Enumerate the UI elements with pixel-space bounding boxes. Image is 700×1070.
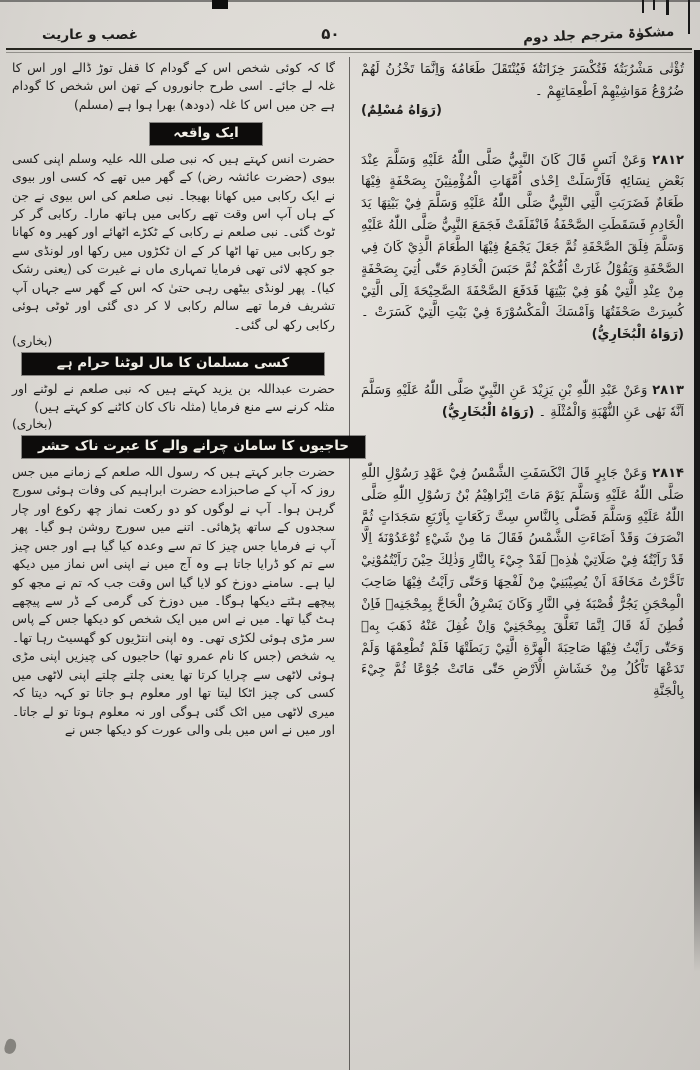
chapter-title: غصب و عاریت [42, 27, 139, 43]
scan-corner-mark [653, 0, 655, 10]
urdu-text-2812: حضرت انس کہتے ہیں کہ نبی صلی اللہ علیہ وسلم اپنی کسی بیوی (حضرت عائشہ رض) کے گھر میں تھے کہ کسی اور بیوی نے ایک رکابی میں کھانا بھیجا۔ نبی صلعم کی اس بیوی نے جن کے ہاں آپ اس وقت تھے رکابی میں ہاتھ مارا۔ رکابی گر کر ٹوٹ گئی۔ نبی صلعم نے رکابی کے ٹکڑے اٹھائے اور کھیر وہ کھانا جو رکابی میں تھا اٹھا کر کے ان ٹکڑوں میں رکھا اور لونڈی سے جو کچھ لائی تھی فرمایا تمہاری ماں نے غیرت کی (یعنی رشک کیا)۔ پھر لونڈی بیٹھی رہی حتیٰ کہ اس کے گھر سے جہاں آپ تشریف فرما تھے سالم رکابی لا کر دی گئی اور ٹوٹی ہوئی رکابی رکھ لی گئی۔ [12, 151, 335, 332]
scan-smudge-mark [3, 1038, 18, 1056]
hadith-number-2814: ۲۸۱۴ [652, 465, 684, 481]
hadith-row-2812 [12, 150, 684, 348]
section-heading-looting-haram: کسی مسلمان کا مال لوٹنا حرام ہے [22, 353, 324, 375]
column-divider [349, 57, 350, 1070]
section-heading-incident: ایک واقعہ [150, 123, 262, 145]
arabic-column [361, 463, 684, 740]
urdu-text-2813: حضرت عبداللہ بن یزید کہتے ہیں کہ نبی صلعم نے لوٹنے اور مثلہ کرنے سے منع فرمایا (مثلہ ناک کان کاٹنے کو کہتے ہیں) [12, 382, 335, 415]
urdu-source-bukhari: (بخاری) [12, 416, 53, 431]
section-heading-pilgrims-thief: حاجیوں کا سامان چرانے والے کا عبرت ناک حشر [22, 436, 365, 458]
urdu-column [12, 150, 335, 348]
scan-corner-mark [688, 0, 690, 34]
hadith-row-continuation [12, 59, 684, 118]
section-heading-row [12, 123, 684, 145]
hadith-number-2813: ۲۸۱۳ [652, 383, 684, 399]
page-header [0, 0, 700, 48]
hadith-number-2812: ۲۸۱۲ [652, 152, 684, 168]
page-number: ۵۰ [321, 25, 340, 43]
arabic-matn-2812: وَعَنْ اَنَسٍ قَالَ كَانَ النَّبِيُّ صَلَّى اللّٰهُ عَلَيْهِ وَسَلَّمَ عِنْدَ بَعْضِ نِسَائِهٖ فَاَرْسَلَتْ اِحْدٰى اُمَّهَاتِ الْمُؤْمِنِيْنَ بِصَحْفَةٍ فِيْهَا طَعَامٌ فَضَرَبَتِ الَّتِي النَّبِيُّ صَلَّى اللّٰهُ عَلَيْهِ وَسَلَّمَ فِيْ بَيْتِهَا يَدَ الْخَادِمِ فَسَقَطَتِ الصَّحْفَةُ فَانْفَلَقَتْ فَجَمَعَ النَّبِيُّ صَلَّى اللّٰهُ عَلَيْهِ وَسَلَّمَ فِلَقَ الصَّحْفَةِ ثُمَّ جَعَلَ يَجْمَعُ فِيْهَا الطَّعَامَ الَّذِيْ كَانَ فِي الصَّحْفَةِ وَيَقُوْلُ غَارَتْ اُمُّكُمْ ثُمَّ حَبَسَ الْخَادِمَ حَتّٰى اُتِيَ بِصَحْفَةٍ مِنْ عِنْدِ الَّتِيْ هُوَ فِيْ بَيْتِهَا فَدَفَعَ الصَّحْفَةَ الصَّحِيْحَةَ اِلَى الَّتِيْ كُسِرَتْ صَحْفَتُهَا وَاَمْسَكَ الْمَكْسُوْرَةَ فِيْ بَيْتِ الَّتِيْ كَسَرَتْ ۔ [361, 152, 684, 321]
arabic-source-bukhari: (رَوَاهُ الْبُخَارِيُّ) [591, 327, 684, 343]
urdu-column [12, 59, 335, 118]
arabic-column [361, 150, 684, 348]
arabic-text-2814 [361, 463, 684, 703]
section-heading-row [12, 353, 684, 375]
scan-top-edge-artifact [0, 0, 700, 2]
arabic-matn-2813: وَعَنْ عَبْدِ اللّٰهِ بْنِ يَزِيْدَ عَنِ النَّبِيِّ صَلَّى اللّٰهُ عَلَيْهِ وَسَلَّمَ اَنَّهٗ نَهٰى عَنِ النُّهْبَةِ وَالْمُثْلَةِ ۔ [361, 383, 684, 420]
page-body [0, 53, 700, 739]
hadith-row-2813 [12, 380, 684, 431]
scan-binder-mark [212, 0, 228, 9]
arabic-matn-2814: وَعَنْ جَابِرٍ قَالَ انْكَسَفَتِ الشَّمْسُ فِيْ عَهْدِ رَسُوْلِ اللّٰهِ صَلَّى اللّٰهُ عَلَيْهِ وَسَلَّمَ يَوْمَ مَاتَ اِبْرَاهِيْمُ بْنُ رَسُوْلِ اللّٰهِ صَلَّى اللّٰهُ عَلَيْهِ وَسَلَّمَ فَصَلّٰى بِالنَّاسِ سِتَّ رَكَعَاتٍ بِاَرْبَعِ سَجَدَاتٍ ثُمَّ انْصَرَفَ وَقَدْ اَضَاءَتِ الشَّمْسُ فَقَالَ مَا مِنْ شَيْءٍ تُوْعَدُوْنَهٗ اِلَّا قَدْ رَاَيْتُهٗ فِيْ صَلَاتِيْ هٰذِهٖ لَقَدْ جِيْءَ بِالنَّارِ وَذٰلِكَ حِيْنَ رَاَيْتُمُوْنِيْ تَاَخَّرْتُ مَخَافَةَ اَنْ يُصِيْبَنِيْ مِنْ لَفْحِهَا وَحَتّٰى رَاَيْتُ فِيْهَا صَاحِبَ الْمِحْجَنِ يَجُرُّ قُصْبَهٗ فِي النَّارِ وَكَانَ يَسْرِقُ الْحَاجَّ بِمِحْجَنِهٖ فَاِنْ فُطِنَ لَهٗ قَالَ اِنَّمَا تَعَلَّقَ بِمِحْجَنِيْ وَاِنْ غُفِلَ عَنْهُ ذَهَبَ بِهٖ وَحَتّٰى رَاَيْتُ فِيْهَا صَاحِبَةَ الْهِرَّةِ الَّتِيْ رَبَطَتْهَا فَلَمْ تُطْعِمْهَا وَلَمْ تَدَعْهَا تَاْكُلُ مِنْ خَشَاشِ الْاَرْضِ حَتّٰى مَاتَتْ جُوْعًا ثُمَّ جِيْءَ بِالْجَنَّةِ [361, 465, 684, 700]
section-heading-row [12, 436, 684, 458]
urdu-text-continuation: گا کہ کوئی شخص اس کے گودام کا قفل توڑ ڈالے اور اس کا غلہ لے جائے۔ اسی طرح جانوروں کے تھن اس شخص کا گودام ہے جن میں اس کا غلہ (دودھ) بھرا ہوا ہے (مسلم) [12, 61, 335, 112]
book-title: مشکوٰۃ مترجم جلد دوم [522, 23, 675, 47]
urdu-source-bukhari: (بخاری) [12, 334, 53, 349]
urdu-column [12, 380, 335, 431]
arabic-text-2812 [361, 150, 684, 346]
urdu-text-2814: حضرت جابر کہتے ہیں کہ رسول اللہ صلعم کے زمانے میں جس روز کہ آپ کے صاحبزادے حضرت ابراہیم کی وفات ہوئی سورج گرہن ہوا۔ آپ نے لوگوں کو دو رکعت نماز چھ رکوع اور چار سجدوں کے ساتھ پڑھائی۔ اتنے میں سورج روشن ہو گیا۔ پھر آپ نے فرمایا جس چیز کا تم سے وعدہ کیا گیا ہے اور جس چیز سے تم کو ڈرایا جاتا ہے وہ آج میں نے اپنی اس نماز میں دیکھ لیا ہے۔ سامنے دوزخ کو لایا گیا اس وقت جب کہ تم نے مجھ کو پیچھے ہٹتے دیکھا ہوگا۔ میں دوزخ کی گرمی کے ڈر سے پیچھے ہٹ گیا تھا۔ میں نے اس میں ایک شخص کو دیکھا جس کے پاس سر مڑی ہوئی لکڑی تھی۔ وہ اپنی انتڑیوں کو گھسیٹ رہا تھا۔ یہ شخص (جس کا نام عمرو تھا) حاجیوں کی چیزیں اپنی مڑی ہوئی لاٹھی سے چرایا کرتا تھا یعنی چلتے چلتے اپنی لاٹھی میں کسی کی چیز اٹکا لیتا تھا اور معلوم ہو جاتا تو کہہ دیتا کہ میری لاٹھی میں اٹک گئی ہوگی اور نہ معلوم ہوتا تو لے جاتا۔ اور میں نے اس میں بلی والی عورت کو دیکھا جس نے [12, 464, 335, 738]
scan-corner-mark [666, 0, 669, 15]
urdu-column [12, 463, 335, 740]
arabic-source-muslim: (رَوَاهُ مُسْلِمٌ) [361, 102, 442, 118]
hadith-row-2814 [12, 463, 684, 740]
arabic-text-2813 [361, 380, 684, 424]
scan-right-edge-artifact [694, 50, 700, 972]
arabic-column [361, 59, 684, 118]
arabic-text-continuation: تُؤْتٰى مَشْرُبَتُهٗ فَتُكْسَرَ خِزَانَتُهٗ فَيُنْتَقَلَ طَعَامُهٗ وَاِنَّمَا تَخْزُنُ لَهُمْ ضُرُوْعُ مَوَاشِيْهِمْ اَطْعِمَاتِهِمْ ۔ [361, 62, 684, 99]
arabic-column [361, 380, 684, 431]
arabic-source-bukhari: (رَوَاهُ الْبُخَارِيُّ) [441, 404, 535, 420]
scan-corner-mark [642, 0, 644, 13]
